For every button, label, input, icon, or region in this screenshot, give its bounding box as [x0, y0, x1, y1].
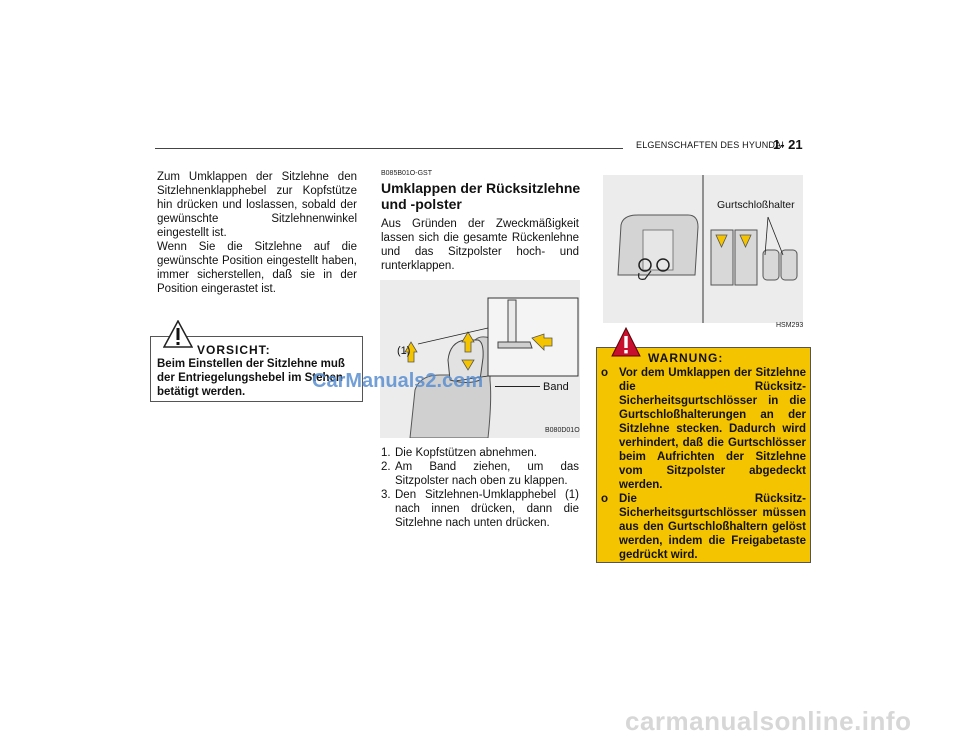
- figure-label-band: Band: [543, 381, 569, 393]
- rear-seat-illustration: [603, 175, 803, 323]
- warning-title: WARNUNG:: [648, 351, 724, 365]
- warning-text: [600, 366, 806, 562]
- figure-code: HSM293: [776, 322, 804, 329]
- header-rule: [155, 148, 623, 149]
- watermark: CarManuals2.com: [312, 370, 484, 392]
- section-title: Umklappen der Rücksitzlehne und -polster: [381, 180, 581, 212]
- paragraph: Wenn Sie die Sitzlehne auf die gewünschte Position eingestellt haben, immer sicherstellen, daß sie in der Position eingerastet ist.: [157, 241, 357, 295]
- list-item: 3. Den Sitzlehnen-Umklapphebel (1) nach innen drücken, dann die Sitzlehne nach unten drücken.: [381, 489, 579, 529]
- section-code: B085B01O-GST: [381, 170, 432, 177]
- page-number: 1- 21: [773, 137, 803, 152]
- headrest-illustration: [380, 280, 580, 438]
- section-intro: Aus Gründen der Zweckmäßigkeit lassen sich die gesamte Rückenlehne und das Sitzpolster hoch- und runterklappen.: [381, 218, 579, 272]
- figure-label-lever: (1): [397, 345, 411, 357]
- list-item: o Die Rücksitz-Sicherheitsgurtschlösser müssen aus den Gurtschloßhaltern gelöst werden, indem die Freigabetaste gedrückt wird.: [601, 493, 806, 561]
- caution-text: Beim Einstellen der Sitzlehne muß der Entriegelungshebel im Stehen betätigt werden.: [157, 358, 345, 398]
- list-item: 2. Am Band ziehen, um das Sitzpolster nach oben zu klappen.: [381, 461, 579, 487]
- paragraph: Zum Umklappen der Sitzlehne den Sitzlehnenklapphebel zur Kopfstütze hin drücken und loslassen, sobald der gewünschte Sitzlehnenwinkel eingestellt ist.: [157, 171, 357, 239]
- caution-title: VORSICHT:: [197, 343, 271, 357]
- warning-triangle-icon: [611, 327, 641, 357]
- list-item: 1. Die Kopfstützen abnehmen.: [381, 447, 537, 459]
- warning-triangle-icon: [163, 320, 193, 348]
- figure-label-buckle-holder: Gurtschloßhalter: [717, 199, 795, 211]
- figure-code: B080D01O: [545, 427, 580, 434]
- rear-seat-figure: [603, 175, 803, 323]
- header-title: ELGENSCHAFTEN DES HYUNDAI: [636, 140, 785, 150]
- footer-watermark: carmanualsonline.info: [625, 706, 912, 736]
- leader-line: [495, 386, 540, 387]
- list-item: o Vor dem Umklappen der Sitzlehne die Rücksitz-Sicherheitsgurtschlösser in die Gurtschloßhalterungen an der Sitzlehne stecken. Dadurch wird verhindert, daß die Gurtschlösser beim Aufrichten der Sitzlehne vom Sitzpolster abgedeckt werden.: [601, 367, 806, 491]
- intro-column: [157, 170, 357, 296]
- steps-list: [381, 446, 579, 530]
- headrest-figure: [380, 280, 580, 438]
